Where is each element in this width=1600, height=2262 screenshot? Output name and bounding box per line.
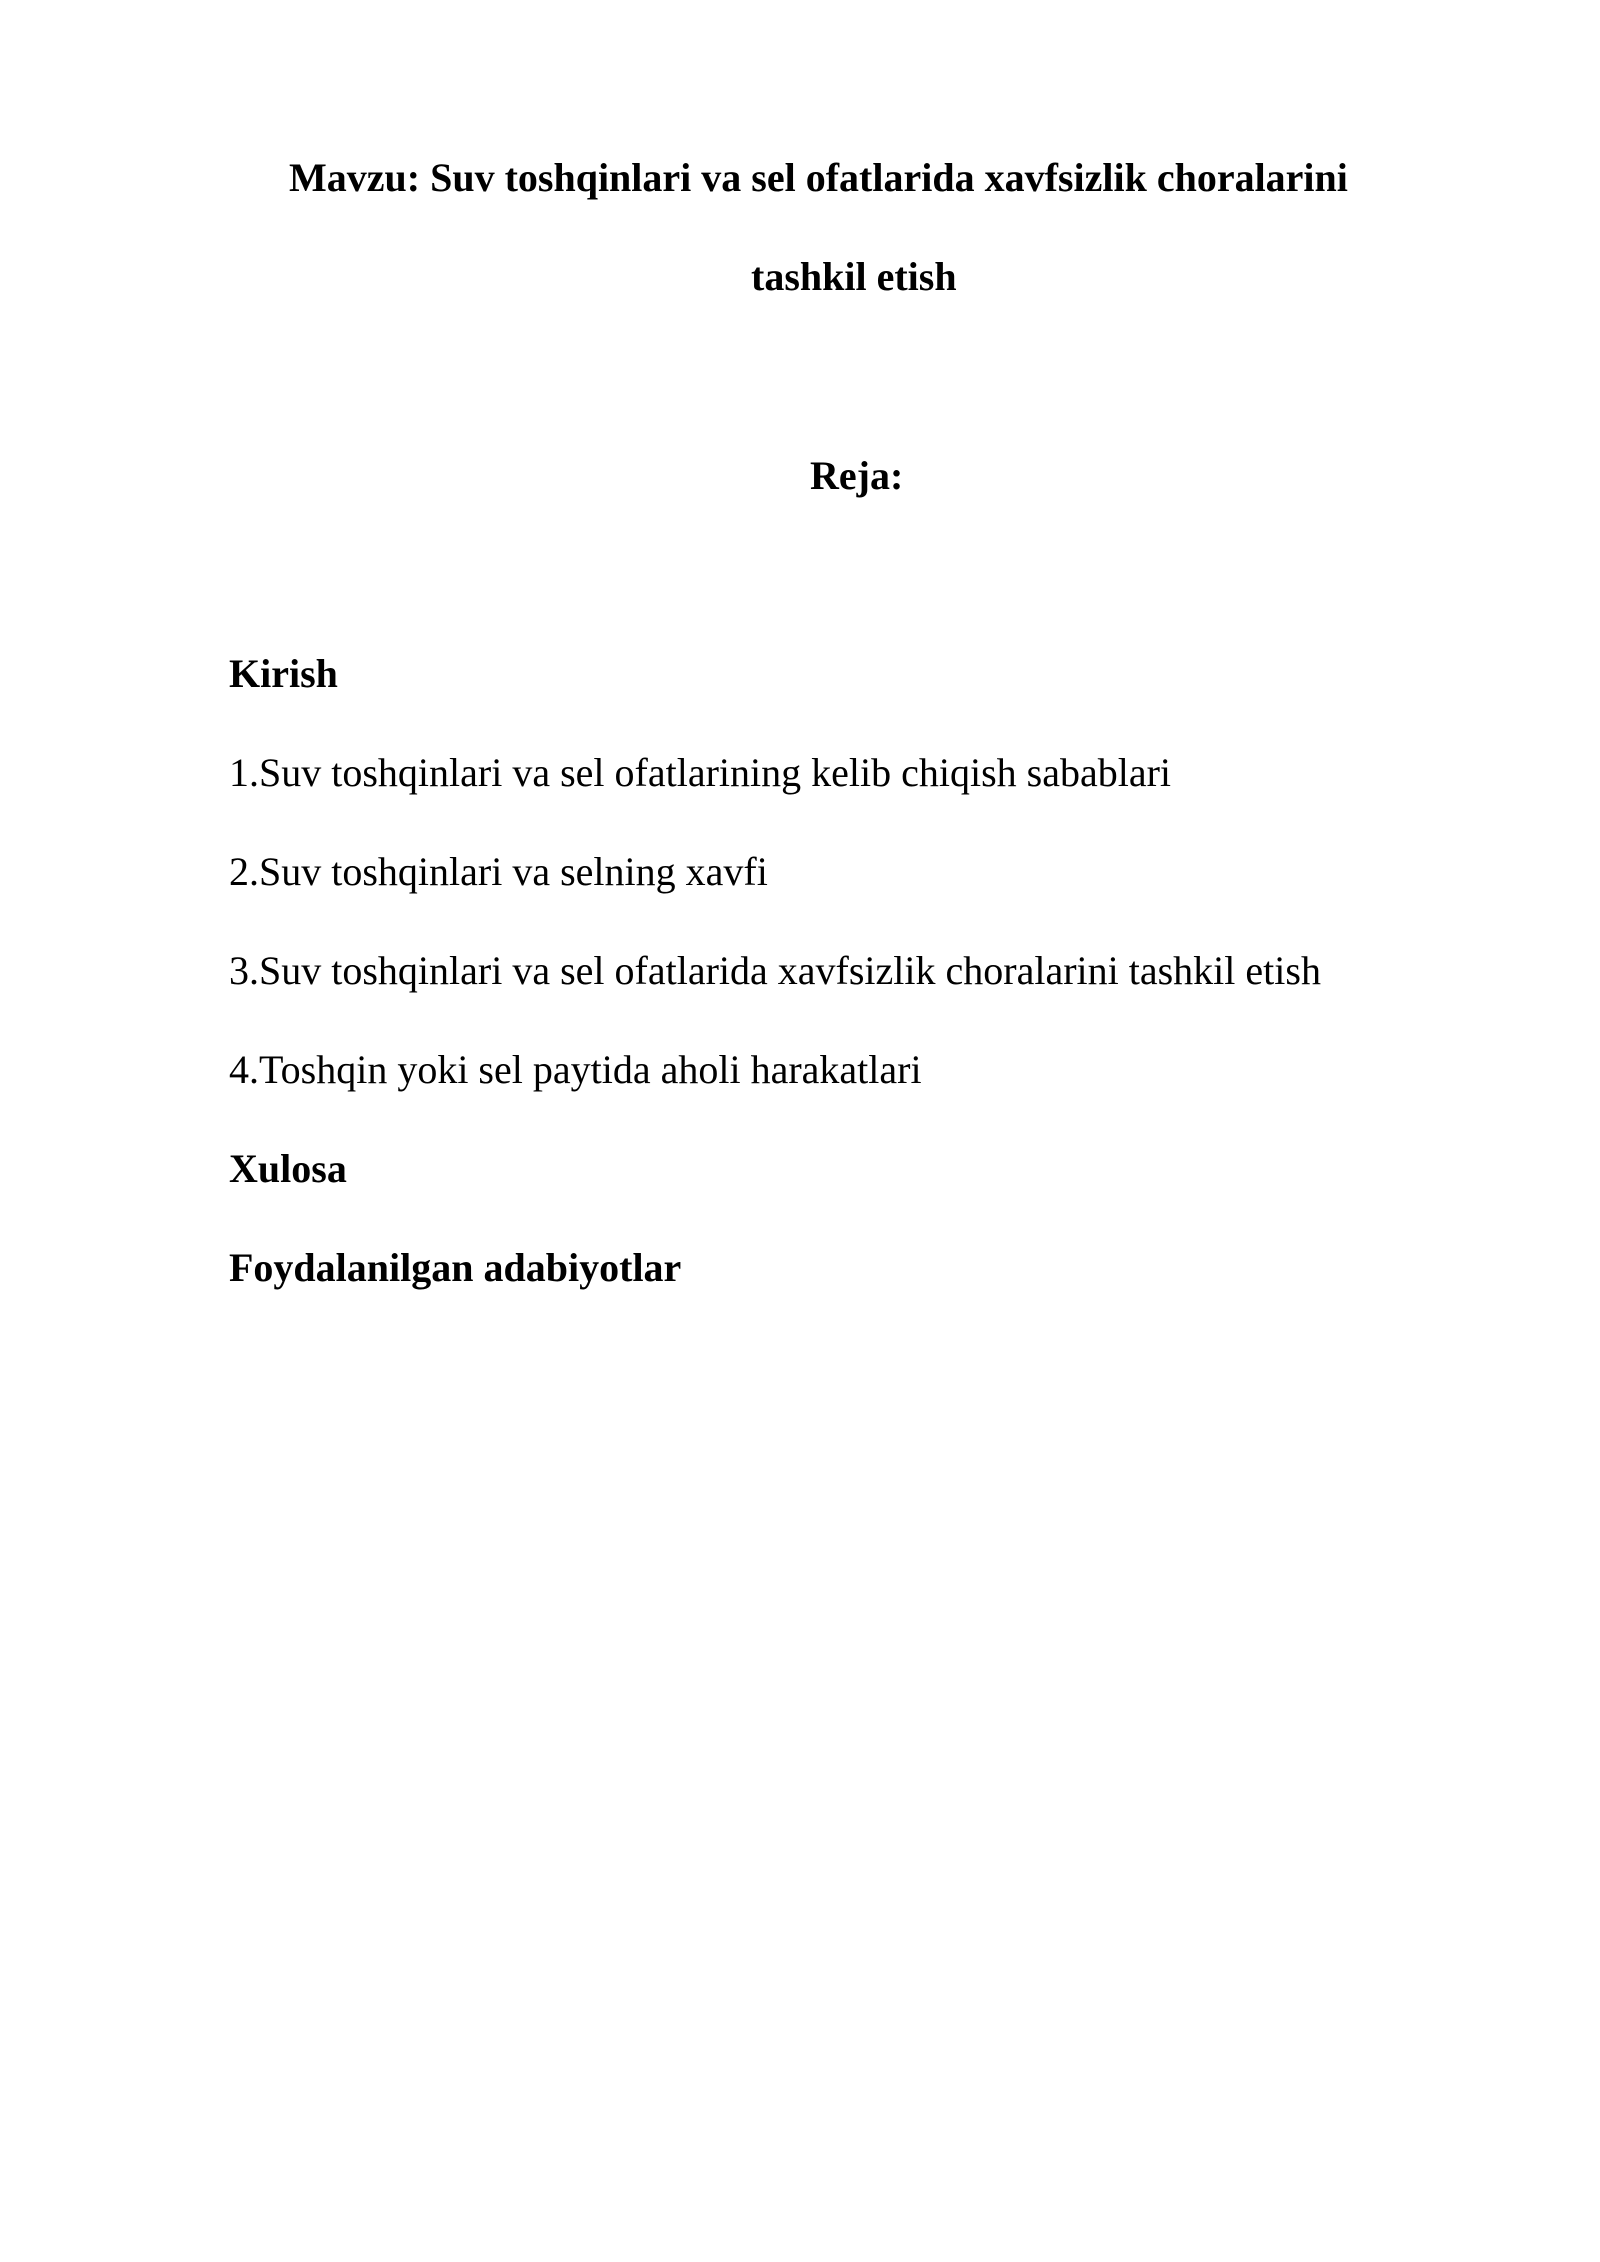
toc-item-intro: Kirish [229, 651, 338, 696]
toc-item-references: Foydalanilgan adabiyotlar [229, 1245, 682, 1290]
table-of-contents [229, 650, 1321, 1343]
toc-item-3: 3.Suv toshqinlari va sel ofatlarida xavfsizlik choralarini tashkil etish [229, 948, 1321, 993]
toc-item-4: 4.Toshqin yoki sel paytida aholi harakatlari [229, 1047, 922, 1092]
page-title-line-2: tashkil etish [751, 254, 957, 299]
toc-item-conclusion: Xulosa [229, 1146, 347, 1191]
page-title-line-1: Mavzu: Suv toshqinlari va sel ofatlarida xavfsizlik choralarini [289, 155, 1348, 200]
toc-item-1: 1.Suv toshqinlari va sel ofatlarining kelib chiqish sabablari [229, 750, 1172, 795]
plan-heading: Reja: [810, 453, 904, 498]
toc-item-2: 2.Suv toshqinlari va selning xavfi [229, 849, 768, 894]
